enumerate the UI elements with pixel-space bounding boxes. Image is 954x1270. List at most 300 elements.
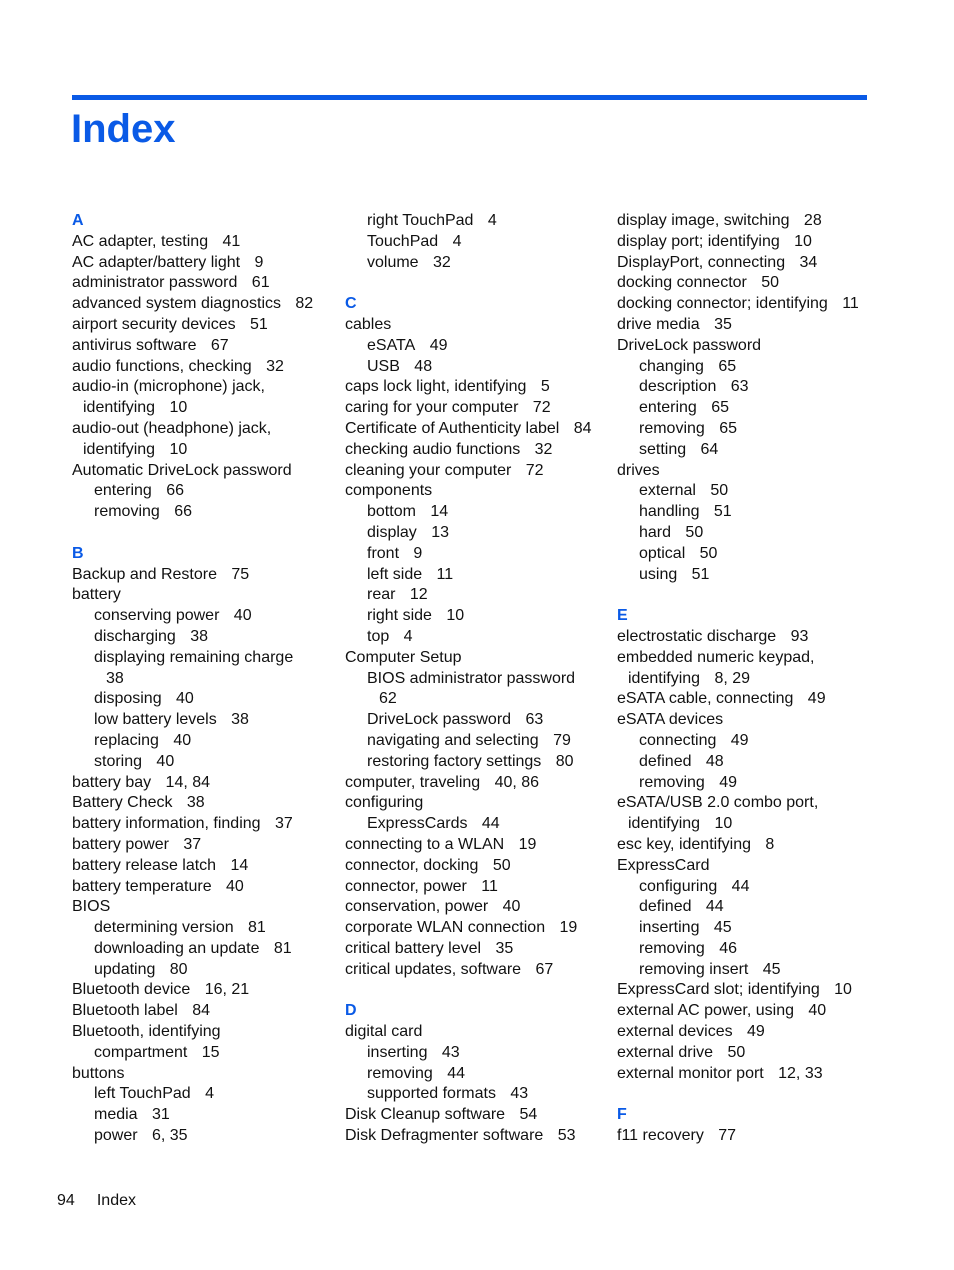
entry-page-ref: 53 (557, 1127, 576, 1145)
entry-page-ref: 14, 84 (165, 773, 211, 791)
entry-page-ref: 38 (106, 669, 124, 687)
entry-page-ref: 44 (705, 898, 724, 916)
entry-page-ref: 46 (719, 939, 737, 957)
entry-page-ref: 72 (525, 461, 544, 479)
index-entry (617, 336, 892, 357)
entry-term: battery release latch (72, 856, 217, 874)
entry-page-ref: 51 (250, 315, 268, 333)
index-subentry (345, 502, 620, 523)
entry-page-ref: 10 (446, 607, 465, 625)
entry-term: replacing (94, 731, 159, 749)
section-gap (617, 1084, 892, 1105)
index-subentry (617, 877, 892, 898)
index-subentry (345, 731, 620, 752)
entry-term: right side (367, 607, 432, 625)
index-entry (617, 294, 892, 315)
entry-page-ref: 82 (295, 295, 314, 313)
index-entry (72, 336, 347, 357)
index-subentry (345, 1084, 620, 1105)
index-entry (72, 793, 347, 814)
entry-term: advanced system diagnostics (72, 295, 281, 313)
index-entry (617, 232, 892, 253)
entry-page-ref: 40 (226, 877, 244, 895)
section-letter: E (617, 607, 628, 625)
index-subentry (345, 627, 620, 648)
entry-term: low battery levels (94, 711, 217, 729)
entry-page-ref: 40 (808, 1002, 827, 1020)
entry-term: computer, traveling (345, 773, 481, 791)
entry-page-ref: 65 (718, 357, 737, 375)
entry-page-ref: 15 (201, 1043, 220, 1061)
entry-term: f11 recovery (617, 1127, 704, 1145)
entry-term: restoring factory settings (367, 752, 542, 770)
entry-term: downloading an update (94, 939, 260, 957)
index-subentry (617, 481, 892, 502)
index-subentry (345, 544, 620, 565)
entry-page-ref: 67 (535, 960, 554, 978)
index-entry (617, 1064, 892, 1085)
index-entry (617, 253, 892, 274)
index-entry (617, 980, 892, 1001)
entry-page-ref: 50 (710, 482, 729, 500)
entry-term: hard (639, 523, 672, 541)
index-subentry (617, 419, 892, 440)
index-subentry (345, 814, 620, 835)
entry-term: battery (72, 586, 121, 604)
entry-term: conserving power (94, 607, 220, 625)
entry-term: displaying remaining charge (94, 648, 294, 666)
entry-term: caring for your computer (345, 399, 519, 417)
entry-page-ref: 32 (534, 440, 553, 458)
entry-page-ref: 65 (719, 419, 737, 437)
entry-term: power (94, 1127, 138, 1145)
index-subentry (617, 523, 892, 544)
index-entry (617, 835, 892, 856)
entry-term: docking connector; identifying (617, 295, 828, 313)
index-entry (617, 1126, 892, 1147)
entry-term: Bluetooth, identifying (72, 1023, 221, 1041)
entry-page-ref: 4 (205, 1085, 214, 1103)
entry-term: connecting to a WLAN (345, 835, 505, 853)
index-subentry (72, 648, 347, 669)
entry-term: removing (639, 773, 705, 791)
entry-term: external (639, 482, 696, 500)
section-gap (617, 585, 892, 606)
entry-term: entering (94, 482, 152, 500)
entry-term: setting (639, 440, 687, 458)
entry-term: identifying (628, 669, 701, 687)
entry-term: description (639, 378, 717, 396)
index-entry (345, 461, 620, 482)
index-entry (617, 814, 892, 835)
index-entry (617, 273, 892, 294)
footer-label: Index (96, 1192, 136, 1209)
index-entry (72, 419, 347, 440)
entry-page-ref: 13 (431, 523, 449, 541)
index-subentry (617, 752, 892, 773)
entry-page-ref: 50 (699, 544, 718, 562)
entry-page-ref: 79 (553, 731, 571, 749)
entry-term: bottom (367, 503, 416, 521)
entry-term: inserting (639, 919, 700, 937)
index-entry (72, 585, 347, 606)
index-subentry (617, 731, 892, 752)
entry-page-ref: 10 (834, 981, 852, 999)
entry-page-ref: 63 (730, 378, 749, 396)
entry-term: external AC power, using (617, 1002, 794, 1020)
entry-page-ref: 44 (481, 815, 500, 833)
entry-term: Disk Cleanup software (345, 1106, 506, 1124)
entry-page-ref: 65 (711, 399, 730, 417)
entry-page-ref: 5 (540, 378, 550, 396)
entry-page-ref: 14 (430, 503, 449, 521)
entry-page-ref: 67 (210, 336, 229, 354)
entry-term: defined (639, 752, 692, 770)
entry-page-ref: 66 (166, 482, 185, 500)
entry-term: USB (367, 357, 400, 375)
entry-term: external monitor port (617, 1064, 764, 1082)
entry-page-ref: 51 (713, 503, 732, 521)
entry-page-ref: 62 (379, 690, 397, 708)
entry-page-ref: 12 (409, 586, 428, 604)
index-entry (345, 918, 620, 939)
entry-term: removing (367, 1064, 433, 1082)
entry-page-ref: 32 (432, 253, 451, 271)
index-subentry (617, 357, 892, 378)
index-subentry (345, 232, 620, 253)
index-subentry (617, 960, 892, 981)
index-subentry (345, 211, 620, 232)
entry-page-ref: 48 (705, 752, 724, 770)
entry-term: removing (639, 939, 705, 957)
index-entry (617, 627, 892, 648)
index-subentry (72, 710, 347, 731)
entry-term: configuring (345, 794, 424, 812)
page-footer (57, 1191, 136, 1211)
entry-page-ref: 10 (169, 399, 188, 417)
index-subentry (345, 253, 620, 274)
entry-term: configuring (639, 877, 718, 895)
entry-page-ref: 49 (719, 773, 737, 791)
entry-page-ref: 4 (403, 627, 413, 645)
index-subentry (345, 357, 620, 378)
index-subentry (72, 752, 347, 773)
index-entry (345, 315, 620, 336)
entry-page-ref: 16, 21 (204, 981, 250, 999)
index-subentry (345, 752, 620, 773)
entry-page-ref: 48 (414, 357, 433, 375)
entry-term: connecting (639, 731, 717, 749)
section-letter: D (345, 1002, 357, 1020)
index-entry (345, 1022, 620, 1043)
index-subentry (617, 897, 892, 918)
entry-page-ref: 40 (173, 731, 192, 749)
entry-term: battery power (72, 835, 169, 853)
entry-term: left side (367, 565, 423, 583)
entry-page-ref: 54 (519, 1106, 538, 1124)
index-subentry (345, 336, 620, 357)
index-entry (72, 773, 347, 794)
index-subentry (345, 1043, 620, 1064)
entry-page-ref: 40 (233, 607, 252, 625)
index-subentry (72, 918, 347, 939)
entry-term: audio-out (headphone) jack, (72, 419, 272, 437)
entry-term: cables (345, 315, 392, 333)
index-entry (345, 440, 620, 461)
index-entry (617, 1043, 892, 1064)
index-entry (345, 835, 620, 856)
entry-term: identifying (628, 815, 701, 833)
entry-page-ref: 40 (176, 690, 194, 708)
entry-page-ref: 35 (714, 315, 732, 333)
entry-term: right TouchPad (367, 212, 474, 229)
index-subentry (617, 939, 892, 960)
entry-page-ref: 44 (731, 877, 750, 895)
entry-term: removing insert (639, 960, 749, 978)
entry-term: DriveLock password (617, 336, 762, 354)
entry-page-ref: 93 (790, 627, 809, 645)
entry-term: airport security devices (72, 315, 236, 333)
entry-term: AC adapter/battery light (72, 253, 241, 271)
entry-page-ref: 40, 86 (494, 773, 540, 791)
entry-page-ref: 38 (186, 794, 205, 812)
index-entry (72, 565, 347, 586)
index-entry (617, 315, 892, 336)
entry-page-ref: 35 (495, 939, 514, 957)
entry-term: electrostatic discharge (617, 627, 777, 645)
index-subentry (72, 1105, 347, 1126)
entry-page-ref: 80 (555, 752, 574, 770)
entry-term: ExpressCard (617, 856, 710, 874)
entry-term: discharging (94, 627, 176, 645)
index-subentry (617, 398, 892, 419)
section-letter: F (617, 1106, 627, 1124)
section-gap (345, 980, 620, 1001)
entry-page-ref: 40 (502, 898, 521, 916)
index-entry (72, 315, 347, 336)
index-subentry (72, 689, 347, 710)
index-subentry (345, 565, 620, 586)
index-column-2 (345, 211, 620, 1147)
entry-term: battery temperature (72, 877, 212, 895)
entry-page-ref: 11 (436, 565, 454, 583)
entry-term: rear (367, 586, 396, 604)
index-column-3 (617, 211, 892, 1147)
entry-term: ExpressCards (367, 815, 468, 833)
entry-page-ref: 4 (487, 212, 497, 229)
entry-page-ref: 84 (192, 1002, 211, 1020)
index-subentry (345, 585, 620, 606)
entry-term: identifying (83, 440, 156, 458)
index-entry (72, 273, 347, 294)
entry-term: removing (94, 503, 160, 521)
index-column-1 (72, 211, 347, 1147)
index-entry (345, 1105, 620, 1126)
entry-term: external drive (617, 1043, 714, 1061)
index-subentry (345, 606, 620, 627)
entry-page-ref: 49 (807, 690, 826, 708)
entry-term: display image, switching (617, 212, 790, 229)
section-gap (72, 523, 347, 544)
page-number: 94 (57, 1192, 75, 1209)
entry-term: handling (639, 503, 700, 521)
index-entry (617, 211, 892, 232)
index-subentry (345, 1064, 620, 1085)
entry-term: identifying (83, 399, 156, 417)
entry-term: left TouchPad (94, 1085, 191, 1103)
entry-page-ref: 38 (231, 711, 249, 729)
entry-page-ref: 32 (266, 357, 284, 375)
entry-page-ref: 8, 29 (714, 669, 751, 687)
entry-page-ref: 4 (452, 232, 462, 250)
entry-term: Bluetooth device (72, 981, 191, 999)
entry-page-ref: 9 (254, 253, 264, 271)
index-entry (72, 1022, 347, 1043)
entry-term: ExpressCard slot; identifying (617, 981, 820, 999)
index-entry (617, 461, 892, 482)
index-subentry (72, 669, 347, 690)
entry-term: Battery Check (72, 794, 173, 812)
index-subentry (72, 502, 347, 523)
entry-term: BIOS (72, 898, 111, 916)
index-entry (345, 1126, 620, 1147)
entry-term: changing (639, 357, 704, 375)
entry-page-ref: 14 (230, 856, 249, 874)
entry-term: Bluetooth label (72, 1002, 178, 1020)
entry-term: storing (94, 752, 143, 770)
entry-page-ref: 37 (274, 815, 293, 833)
entry-page-ref: 49 (747, 1023, 765, 1041)
index-entry (345, 793, 620, 814)
index-entry (617, 669, 892, 690)
index-entry (345, 939, 620, 960)
entry-term: audio functions, checking (72, 357, 252, 375)
entry-page-ref: 50 (761, 274, 780, 292)
entry-term: critical battery level (345, 939, 482, 957)
entry-term: cleaning your computer (345, 461, 512, 479)
entry-term: connector, power (345, 877, 467, 895)
entry-term: front (367, 544, 400, 562)
entry-page-ref: 43 (510, 1085, 529, 1103)
entry-term: optical (639, 544, 686, 562)
entry-term: supported formats (367, 1085, 496, 1103)
entry-term: corporate WLAN connection (345, 919, 546, 937)
entry-page-ref: 49 (730, 731, 749, 749)
index-subentry (72, 627, 347, 648)
entry-term: Disk Defragmenter software (345, 1127, 544, 1145)
section-gap (345, 273, 620, 294)
entry-term: conservation, power (345, 898, 489, 916)
index-entry (72, 461, 347, 482)
index-subentry (72, 1126, 347, 1147)
entry-page-ref: 44 (447, 1064, 465, 1082)
index-entry (72, 877, 347, 898)
index-entry (345, 960, 620, 981)
entry-page-ref: 41 (222, 232, 241, 250)
entry-term: updating (94, 960, 156, 978)
index-entry (617, 648, 892, 669)
entry-page-ref: 40 (156, 752, 175, 770)
entry-term: administrator password (72, 274, 238, 292)
entry-term: caps lock light, identifying (345, 378, 527, 396)
entry-page-ref: 49 (429, 336, 448, 354)
entry-term: entering (639, 399, 697, 417)
index-subentry (345, 710, 620, 731)
index-subentry (617, 502, 892, 523)
entry-page-ref: 50 (492, 856, 511, 874)
index-entry (345, 856, 620, 877)
entry-term: volume (367, 253, 419, 271)
entry-page-ref: 72 (532, 399, 551, 417)
index-entry (72, 440, 347, 461)
index-subentry (617, 565, 892, 586)
index-entry (72, 814, 347, 835)
entry-term: drives (617, 461, 660, 479)
entry-page-ref: 81 (273, 939, 292, 957)
index-entry (345, 377, 620, 398)
index-subentry (617, 377, 892, 398)
entry-page-ref: 43 (441, 1043, 460, 1061)
entry-page-ref: 37 (183, 835, 202, 853)
entry-term: digital card (345, 1023, 423, 1041)
entry-page-ref: 6, 35 (151, 1127, 188, 1145)
index-subentry (72, 960, 347, 981)
entry-term: defined (639, 898, 692, 916)
entry-term: media (94, 1106, 138, 1124)
index-subentry (72, 731, 347, 752)
section-letter: C (345, 295, 357, 313)
entry-page-ref: 12, 33 (778, 1064, 823, 1082)
entry-term: DriveLock password (367, 711, 512, 729)
entry-term: eSATA cable, connecting (617, 690, 794, 708)
entry-term: eSATA devices (617, 711, 724, 729)
index-entry (345, 648, 620, 669)
entry-term: determining version (94, 919, 234, 937)
entry-term: display (367, 523, 417, 541)
index-entry (345, 877, 620, 898)
index-subentry (617, 918, 892, 939)
entry-page-ref: 66 (174, 503, 192, 521)
entry-page-ref: 11 (842, 295, 859, 313)
index-entry (72, 377, 347, 398)
entry-term: battery information, finding (72, 815, 261, 833)
index-entry (345, 897, 620, 918)
index-entry (345, 419, 620, 440)
entry-page-ref: 10 (714, 815, 733, 833)
entry-term: connector, docking (345, 856, 479, 874)
entry-term: AC adapter, testing (72, 232, 209, 250)
index-entry (72, 835, 347, 856)
entry-term: esc key, identifying (617, 835, 751, 853)
entry-page-ref: 75 (231, 565, 250, 583)
entry-term: checking audio functions (345, 440, 521, 458)
index-entry (72, 357, 347, 378)
entry-term: docking connector (617, 274, 747, 292)
entry-page-ref: 9 (413, 544, 423, 562)
index-entry (72, 1064, 347, 1085)
index-entry (345, 773, 620, 794)
index-entry (345, 481, 620, 502)
index-subentry (345, 689, 620, 710)
entry-term: TouchPad (367, 232, 439, 250)
entry-page-ref: 50 (685, 523, 704, 541)
header-rule (72, 95, 867, 100)
index-subentry (72, 606, 347, 627)
entry-term: inserting (367, 1043, 428, 1061)
entry-page-ref: 8 (765, 835, 775, 853)
entry-page-ref: 11 (481, 877, 498, 895)
index-subentry (72, 1043, 347, 1064)
